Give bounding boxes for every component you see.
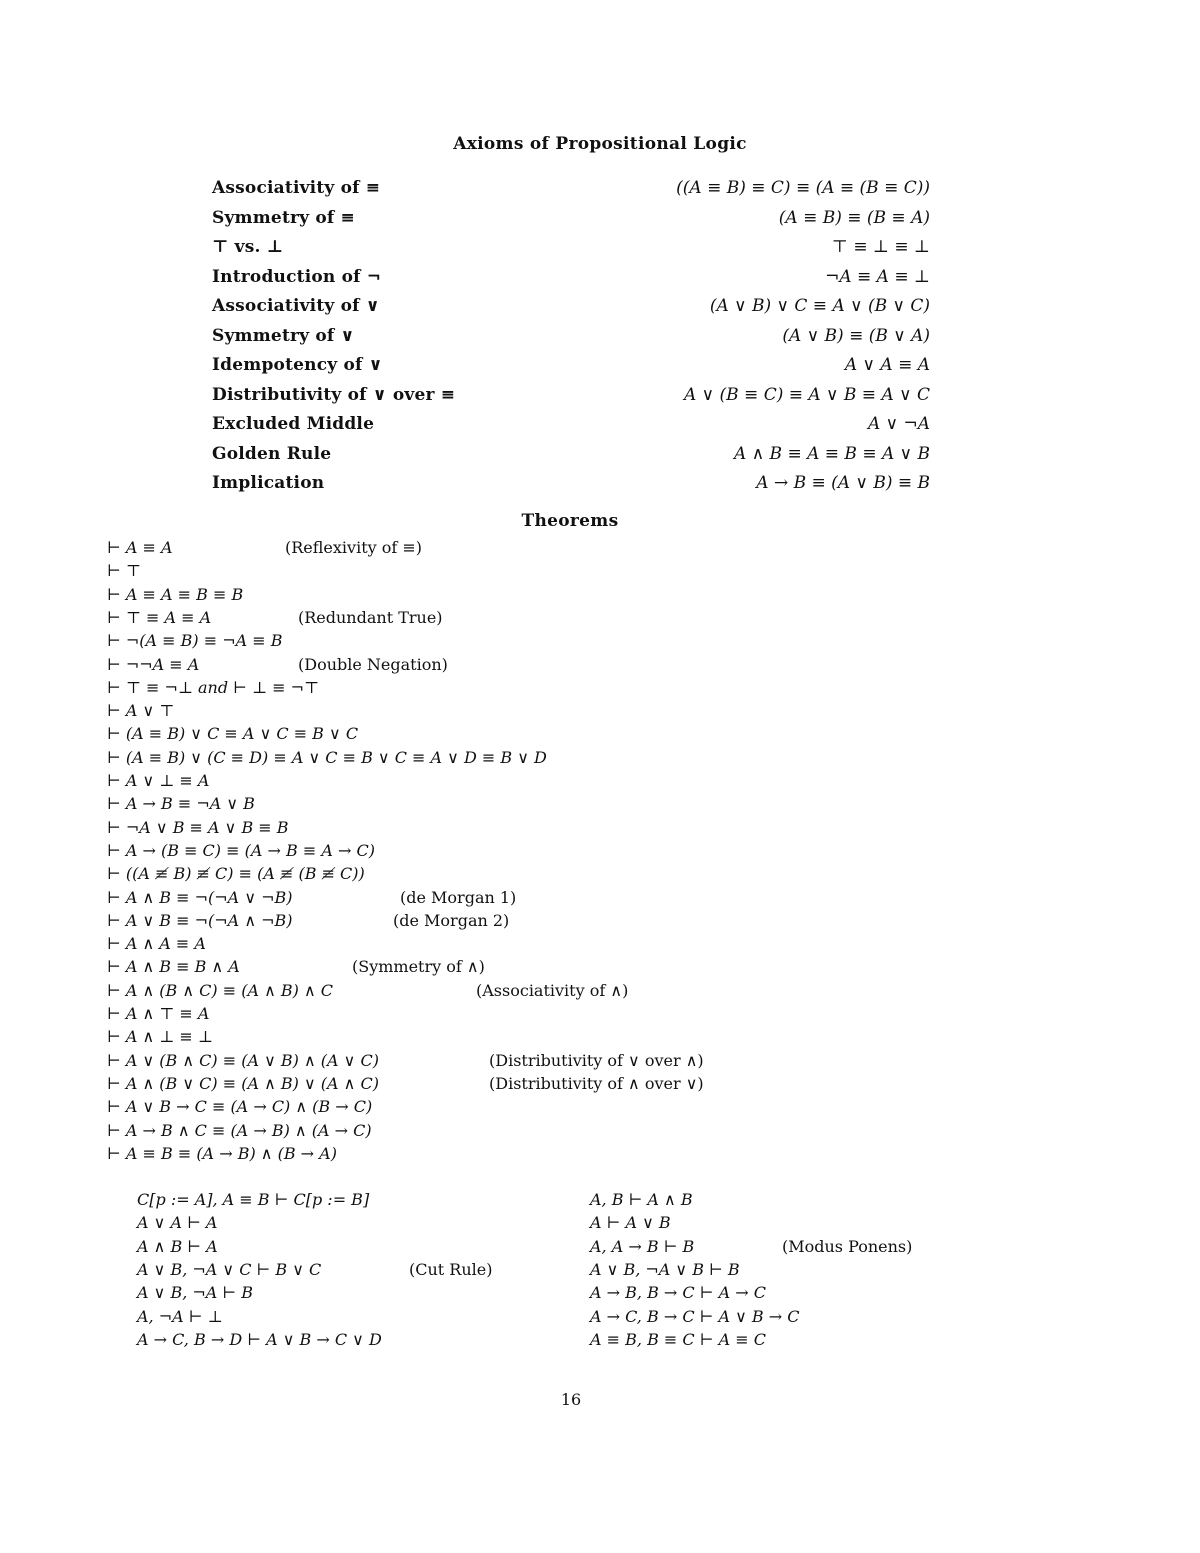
axiom-row bbox=[212, 208, 930, 232]
rule-formula: A → C, B → D ⊢ A ∨ B → C ∨ D bbox=[137, 1329, 382, 1349]
theorem-formula: ⊢ A ≡ A bbox=[107, 538, 173, 557]
rule-row bbox=[590, 1307, 800, 1329]
axiom-name: Distributivity of ∨ over ≡ bbox=[212, 384, 456, 405]
axiom-name: Introduction of ¬ bbox=[212, 266, 382, 287]
axiom-row bbox=[212, 237, 930, 261]
theorem-row bbox=[107, 771, 1007, 793]
rule-row bbox=[590, 1236, 913, 1259]
theorem-row bbox=[107, 934, 1007, 956]
theorem-row bbox=[107, 538, 1007, 560]
rule-formula: A ∨ B, ¬A ⊢ B bbox=[137, 1283, 254, 1303]
theorem-note: (Associativity of ∧) bbox=[476, 980, 629, 1000]
axiom-name: Associativity of ≡ bbox=[212, 178, 381, 198]
theorem-formula: ⊢ A ∧ (B ∧ C) ≡ (A ∧ B) ∧ C bbox=[107, 980, 334, 1000]
theorem-formula: ⊢ ¬A ∨ B ≡ A ∨ B ≡ B bbox=[107, 817, 289, 837]
axiom-name: Symmetry of ∨ bbox=[212, 325, 355, 346]
rule-note: (Modus Ponens) bbox=[782, 1236, 913, 1256]
theorem-formula: ⊢ A ∨ (B ∧ C) ≡ (A ∨ B) ∧ (A ∨ C) bbox=[107, 1050, 379, 1070]
theorem-row bbox=[107, 561, 1007, 583]
theorem-row bbox=[107, 864, 1007, 886]
rule-row bbox=[590, 1190, 693, 1212]
theorem-row bbox=[107, 724, 1007, 746]
theorem-formula: ⊢ A ∨ B → C ≡ (A → C) ∧ (B → C) bbox=[107, 1097, 373, 1117]
theorem-formula: ⊢ A → B ≡ ¬A ∨ B bbox=[107, 794, 255, 814]
rule-formula: A ∧ B ⊢ A bbox=[137, 1236, 218, 1256]
theorem-formula: ⊢ ((A ≢ B) ≢ C) ≡ (A ≢ (B ≢ C)) bbox=[107, 864, 365, 884]
theorem-row bbox=[107, 818, 1007, 840]
theorem-row bbox=[107, 911, 1007, 933]
theorems-title: Theorems bbox=[521, 511, 619, 531]
theorem-formula: ⊢ A ∨ ⊤ bbox=[107, 701, 175, 721]
rule-formula: A ≡ B, B ≡ C ⊢ A ≡ C bbox=[590, 1329, 766, 1349]
theorem-row bbox=[107, 608, 1007, 630]
rule-formula: A ∨ A ⊢ A bbox=[137, 1213, 218, 1233]
theorem-row bbox=[107, 957, 1007, 979]
theorem-formula: ⊢ A → (B ≡ C) ≡ (A → B ≡ A → C) bbox=[107, 840, 375, 860]
axiom-row bbox=[212, 178, 930, 202]
rule-formula: A, ¬A ⊢ ⊥ bbox=[137, 1306, 223, 1326]
theorem-row bbox=[107, 1004, 1007, 1026]
rule-formula: A ⊢ A ∨ B bbox=[590, 1213, 671, 1233]
theorem-note: (de Morgan 1) bbox=[400, 887, 517, 907]
rule-row bbox=[590, 1260, 740, 1282]
rule-formula: A → B, B → C ⊢ A → C bbox=[590, 1283, 766, 1303]
axiom-name: Golden Rule bbox=[212, 443, 332, 464]
theorem-formula: ⊢ (A ≡ B) ∨ (C ≡ D) ≡ A ∨ C ≡ B ∨ C ≡ A ∨ D ≡ B ∨ D bbox=[107, 747, 547, 767]
rule-formula: A, A → B ⊢ B bbox=[590, 1236, 695, 1256]
rule-formula: A ∨ B, ¬A ∨ B ⊢ B bbox=[590, 1259, 740, 1279]
page-number: 16 bbox=[560, 1390, 582, 1409]
rule-note: (Cut Rule) bbox=[409, 1259, 493, 1279]
rule-row bbox=[590, 1283, 766, 1305]
theorem-formula: ⊢ A ∧ (B ∨ C) ≡ (A ∧ B) ∨ (A ∧ C) bbox=[107, 1073, 379, 1093]
axiom-formula: A ∨ A ≡ A bbox=[844, 355, 930, 375]
theorem-row bbox=[107, 631, 1007, 653]
axiom-formula: ((A ≡ B) ≡ C) ≡ (A ≡ (B ≡ C)) bbox=[676, 178, 930, 198]
theorem-note: (de Morgan 2) bbox=[393, 910, 510, 930]
rule-row bbox=[590, 1330, 766, 1352]
rule-row bbox=[137, 1307, 223, 1329]
rule-formula: A, B ⊢ A ∧ B bbox=[590, 1190, 693, 1209]
theorem-formula: ⊢ ¬(A ≡ B) ≡ ¬A ≡ B bbox=[107, 631, 283, 651]
axiom-row bbox=[212, 385, 930, 409]
axiom-name: Idempotency of ∨ bbox=[212, 355, 383, 375]
theorem-row bbox=[107, 585, 1007, 607]
rule-formula: C[p := A], A ≡ B ⊢ C[p := B] bbox=[137, 1190, 370, 1209]
rule-row bbox=[590, 1213, 671, 1235]
axiom-formula: A ∧ B ≡ A ≡ B ≡ A ∨ B bbox=[734, 443, 930, 464]
theorem-formula: ⊢ A ≡ A ≡ B ≡ B bbox=[107, 584, 244, 604]
axiom-row bbox=[212, 473, 930, 497]
theorem-formula: ⊢ A ∨ B ≡ ¬(¬A ∧ ¬B) bbox=[107, 910, 293, 930]
theorem-formula: ⊢ A ∧ B ≡ B ∧ A bbox=[107, 957, 240, 977]
theorem-note: (Double Negation) bbox=[298, 654, 448, 674]
theorem-formula: ⊢ ⊤ bbox=[107, 561, 141, 581]
theorem-row bbox=[107, 888, 1007, 910]
theorem-note: (Distributivity of ∧ over ∨) bbox=[489, 1073, 704, 1093]
axiom-name: ⊤ vs. ⊥ bbox=[212, 237, 284, 257]
theorem-note: (Redundant True) bbox=[298, 607, 443, 627]
axiom-name: Implication bbox=[212, 473, 325, 493]
axiom-formula: A ∨ (B ≡ C) ≡ A ∨ B ≡ A ∨ C bbox=[683, 384, 930, 405]
axioms-title: Axioms of Propositional Logic bbox=[453, 134, 747, 154]
axiom-formula: (A ∨ B) ∨ C ≡ A ∨ (B ∨ C) bbox=[709, 296, 930, 316]
rule-formula: A → C, B → C ⊢ A ∨ B → C bbox=[590, 1306, 800, 1326]
rule-row bbox=[137, 1190, 369, 1212]
axiom-row bbox=[212, 355, 930, 379]
theorem-row bbox=[107, 1144, 1007, 1166]
theorem-formula: ⊢ A → B ∧ C ≡ (A → B) ∧ (A → C) bbox=[107, 1120, 372, 1140]
theorem-formula: ⊢ A ∨ ⊥ ≡ A bbox=[107, 771, 210, 790]
theorem-row bbox=[107, 794, 1007, 816]
theorem-formula: ⊢ A ∧ ⊥ ≡ ⊥ bbox=[107, 1027, 213, 1047]
rule-formula: A ∨ B, ¬A ∨ C ⊢ B ∨ C bbox=[137, 1259, 322, 1279]
theorem-formula: ⊢ ¬¬A ≡ A bbox=[107, 654, 200, 674]
rule-row bbox=[137, 1283, 253, 1305]
rule-row bbox=[137, 1237, 218, 1259]
theorem-row bbox=[107, 1027, 1007, 1049]
axiom-formula: ¬A ≡ A ≡ ⊥ bbox=[825, 266, 930, 287]
axiom-name: Symmetry of ≡ bbox=[212, 207, 355, 228]
theorem-formula: ⊢ ⊤ ≡ ¬⊥ and ⊢ ⊥ ≡ ¬⊤ bbox=[107, 677, 320, 697]
theorem-formula: ⊢ A ∧ B ≡ ¬(¬A ∨ ¬B) bbox=[107, 887, 293, 907]
axiom-row bbox=[212, 267, 930, 291]
theorem-row bbox=[107, 841, 1007, 863]
theorem-row bbox=[107, 748, 1007, 770]
theorem-formula: ⊢ ⊤ ≡ A ≡ A bbox=[107, 607, 212, 627]
axiom-name: Excluded Middle bbox=[212, 414, 375, 434]
axiom-formula: A → B ≡ (A ∨ B) ≡ B bbox=[756, 473, 930, 493]
axiom-formula: A ∨ ¬A bbox=[867, 414, 930, 434]
theorem-formula: ⊢ A ≡ B ≡ (A → B) ∧ (B → A) bbox=[107, 1143, 337, 1163]
theorem-row bbox=[107, 678, 1007, 700]
theorem-formula: ⊢ A ∧ ⊤ ≡ A bbox=[107, 1004, 210, 1023]
theorem-formula: ⊢ (A ≡ B) ∨ C ≡ A ∨ C ≡ B ∨ C bbox=[107, 724, 359, 744]
theorem-formula: ⊢ A ∧ A ≡ A bbox=[107, 934, 206, 954]
axiom-name: Associativity of ∨ bbox=[212, 296, 380, 316]
rule-row bbox=[137, 1330, 382, 1352]
theorem-row bbox=[107, 1074, 1007, 1096]
axiom-formula: (A ∨ B) ≡ (B ∨ A) bbox=[782, 325, 930, 346]
axiom-row bbox=[212, 326, 930, 350]
theorem-row bbox=[107, 1051, 1007, 1073]
theorem-row bbox=[107, 701, 1007, 723]
theorem-note: (Symmetry of ∧) bbox=[352, 957, 485, 977]
axiom-row bbox=[212, 296, 930, 320]
rule-row bbox=[137, 1213, 217, 1235]
rule-row bbox=[137, 1259, 493, 1282]
theorem-row bbox=[107, 1097, 1007, 1119]
theorem-row bbox=[107, 655, 1007, 677]
theorem-row bbox=[107, 981, 1007, 1003]
axiom-row bbox=[212, 444, 930, 468]
theorem-row bbox=[107, 1121, 1007, 1143]
axiom-formula: (A ≡ B) ≡ (B ≡ A) bbox=[778, 207, 930, 228]
theorem-note: (Distributivity of ∨ over ∧) bbox=[489, 1050, 704, 1070]
axiom-row bbox=[212, 414, 930, 438]
axiom-formula: ⊤ ≡ ⊥ ≡ ⊥ bbox=[831, 237, 930, 257]
theorem-note: (Reflexivity of ≡) bbox=[285, 538, 423, 557]
